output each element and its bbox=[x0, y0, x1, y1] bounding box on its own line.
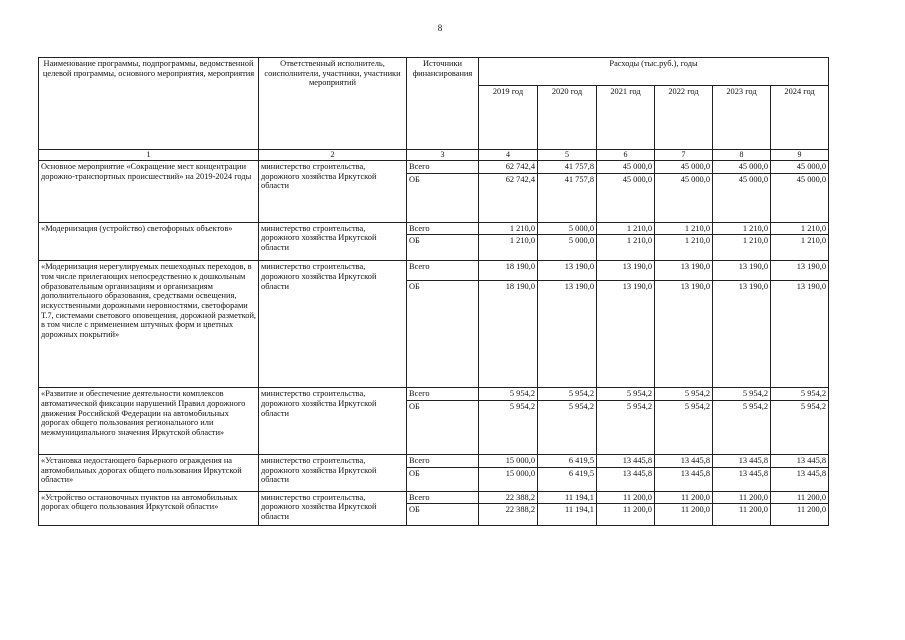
measure-name: «Модернизация нерегулируемых пешеходных переходов, в том числе прилегающих непосредственно к дошкольным образовательным организациям и организациям дополнительного образования, средствами освещения, искусственными дорожными неровностями, светофорами Т.7, системами светового оповещения, дорожной разметкой, в том числе с применением штучных форм и цветных дорожных покрытий» bbox=[39, 261, 259, 388]
amount-cell: 13 445,8 bbox=[713, 454, 771, 467]
table-row bbox=[39, 491, 829, 504]
amount-cell: 13 190,0 bbox=[771, 261, 829, 281]
executor: министерство строительства, дорожного хозяйства Иркутской области bbox=[259, 491, 407, 526]
measure-name: «Установка недостающего барьерного ограждения на автомобильных дорогах общего пользования Иркутской области» bbox=[39, 454, 259, 491]
amount-cell: 11 200,0 bbox=[655, 491, 713, 504]
amount-cell: 62 742,4 bbox=[479, 161, 538, 174]
amount-cell: 5 954,2 bbox=[771, 400, 829, 454]
amount-cell: 13 445,8 bbox=[771, 454, 829, 467]
amount-cell: 45 000,0 bbox=[771, 173, 829, 222]
amount-cell: 18 190,0 bbox=[479, 281, 538, 388]
amount-cell: 11 200,0 bbox=[713, 491, 771, 504]
funding-source: ОБ bbox=[407, 235, 479, 261]
header-source: Источники финансирования bbox=[407, 58, 479, 150]
page-number: 8 bbox=[437, 23, 443, 33]
table-row bbox=[39, 222, 829, 235]
amount-cell: 1 210,0 bbox=[655, 222, 713, 235]
amount-cell: 45 000,0 bbox=[597, 161, 655, 174]
amount-cell: 5 954,2 bbox=[479, 388, 538, 401]
header-executor: Ответственный исполнитель, соисполнители, участники, участники мероприятий bbox=[259, 58, 407, 150]
header-name: Наименование программы, подпрограммы, ведомственной целевой программы, основного мероприятия, мероприятия bbox=[39, 58, 259, 150]
amount-cell: 5 000,0 bbox=[538, 222, 597, 235]
column-number: 6 bbox=[597, 150, 655, 161]
column-number: 3 bbox=[407, 150, 479, 161]
table-row bbox=[39, 454, 829, 467]
amount-cell: 13 445,8 bbox=[655, 454, 713, 467]
amount-cell: 13 190,0 bbox=[771, 281, 829, 388]
funding-source: ОБ bbox=[407, 504, 479, 526]
amount-cell: 13 190,0 bbox=[538, 281, 597, 388]
amount-cell: 11 200,0 bbox=[597, 491, 655, 504]
amount-cell: 1 210,0 bbox=[713, 235, 771, 261]
amount-cell: 5 954,2 bbox=[713, 388, 771, 401]
amount-cell: 62 742,4 bbox=[479, 173, 538, 222]
amount-cell: 18 190,0 bbox=[479, 261, 538, 281]
amount-cell: 15 000,0 bbox=[479, 454, 538, 467]
column-number: 7 bbox=[655, 150, 713, 161]
funding-source: Всего bbox=[407, 454, 479, 467]
amount-cell: 45 000,0 bbox=[655, 161, 713, 174]
table-row bbox=[39, 261, 829, 281]
amount-cell: 11 200,0 bbox=[597, 504, 655, 526]
executor: министерство строительства, дорожного хозяйства Иркутской области bbox=[259, 222, 407, 261]
table-row bbox=[39, 388, 829, 401]
amount-cell: 13 190,0 bbox=[713, 281, 771, 388]
amount-cell: 5 954,2 bbox=[597, 388, 655, 401]
amount-cell: 45 000,0 bbox=[713, 161, 771, 174]
executor: министерство строительства, дорожного хозяйства Иркутской области bbox=[259, 261, 407, 388]
amount-cell: 22 388,2 bbox=[479, 491, 538, 504]
executor: министерство строительства, дорожного хозяйства Иркутской области bbox=[259, 161, 407, 223]
amount-cell: 5 954,2 bbox=[597, 400, 655, 454]
amount-cell: 5 954,2 bbox=[538, 400, 597, 454]
amount-cell: 1 210,0 bbox=[479, 222, 538, 235]
amount-cell: 13 190,0 bbox=[538, 261, 597, 281]
amount-cell: 1 210,0 bbox=[655, 235, 713, 261]
amount-cell: 1 210,0 bbox=[771, 235, 829, 261]
header-expenses: Расходы (тыс.руб.), годы bbox=[479, 58, 829, 86]
amount-cell: 13 445,8 bbox=[597, 454, 655, 467]
amount-cell: 5 954,2 bbox=[538, 388, 597, 401]
amount-cell: 13 190,0 bbox=[655, 281, 713, 388]
column-number: 4 bbox=[479, 150, 538, 161]
amount-cell: 5 954,2 bbox=[771, 388, 829, 401]
amount-cell: 1 210,0 bbox=[713, 222, 771, 235]
amount-cell: 11 200,0 bbox=[771, 504, 829, 526]
column-number: 2 bbox=[259, 150, 407, 161]
executor: министерство строительства, дорожного хозяйства Иркутской области bbox=[259, 454, 407, 491]
funding-source: ОБ bbox=[407, 467, 479, 491]
funding-source: Всего bbox=[407, 222, 479, 235]
amount-cell: 22 388,2 bbox=[479, 504, 538, 526]
amount-cell: 1 210,0 bbox=[597, 222, 655, 235]
funding-source: ОБ bbox=[407, 281, 479, 388]
measure-name: «Развитие и обеспечение деятельности комплексов автоматической фиксации нарушений Правил дорожного движения Российской Федерации на автомобильных дорогах общего пользования регионального или межмуниципального значения Иркутской области» bbox=[39, 388, 259, 455]
amount-cell: 13 445,8 bbox=[713, 467, 771, 491]
amount-cell: 1 210,0 bbox=[771, 222, 829, 235]
column-number: 9 bbox=[771, 150, 829, 161]
amount-cell: 11 200,0 bbox=[655, 504, 713, 526]
column-number: 1 bbox=[39, 150, 259, 161]
header-year: 2021 год bbox=[597, 86, 655, 150]
amount-cell: 13 445,8 bbox=[771, 467, 829, 491]
amount-cell: 45 000,0 bbox=[713, 173, 771, 222]
amount-cell: 11 194,1 bbox=[538, 504, 597, 526]
amount-cell: 1 210,0 bbox=[479, 235, 538, 261]
funding-source: Всего bbox=[407, 491, 479, 504]
executor: министерство строительства, дорожного хозяйства Иркутской области bbox=[259, 388, 407, 455]
funding-source: ОБ bbox=[407, 400, 479, 454]
amount-cell: 13 190,0 bbox=[597, 261, 655, 281]
amount-cell: 11 200,0 bbox=[713, 504, 771, 526]
amount-cell: 5 954,2 bbox=[655, 388, 713, 401]
expenses-table bbox=[38, 57, 829, 526]
header-year: 2023 год bbox=[713, 86, 771, 150]
amount-cell: 5 954,2 bbox=[655, 400, 713, 454]
amount-cell: 45 000,0 bbox=[597, 173, 655, 222]
header-year: 2022 год bbox=[655, 86, 713, 150]
funding-source: ОБ bbox=[407, 173, 479, 222]
amount-cell: 6 419,5 bbox=[538, 467, 597, 491]
amount-cell: 13 190,0 bbox=[713, 261, 771, 281]
funding-source: Всего bbox=[407, 261, 479, 281]
amount-cell: 6 419,5 bbox=[538, 454, 597, 467]
measure-name: Основное мероприятие «Сокращение мест концентрации дорожно-транспортных происшествий» на 2019-2024 годы bbox=[39, 161, 259, 223]
amount-cell: 5 954,2 bbox=[713, 400, 771, 454]
measure-name: «Устройство остановочных пунктов на автомобильных дорогах общего пользования Иркутской области» bbox=[39, 491, 259, 526]
amount-cell: 13 445,8 bbox=[655, 467, 713, 491]
funding-source: Всего bbox=[407, 388, 479, 401]
amount-cell: 41 757,8 bbox=[538, 173, 597, 222]
amount-cell: 13 190,0 bbox=[597, 281, 655, 388]
amount-cell: 13 190,0 bbox=[655, 261, 713, 281]
amount-cell: 45 000,0 bbox=[771, 161, 829, 174]
amount-cell: 13 445,8 bbox=[597, 467, 655, 491]
column-number: 8 bbox=[713, 150, 771, 161]
measure-name: «Модернизация (устройство) светофорных объектов» bbox=[39, 222, 259, 261]
amount-cell: 5 000,0 bbox=[538, 235, 597, 261]
amount-cell: 5 954,2 bbox=[479, 400, 538, 454]
header-year: 2020 год bbox=[538, 86, 597, 150]
amount-cell: 11 200,0 bbox=[771, 491, 829, 504]
funding-source: Всего bbox=[407, 161, 479, 174]
amount-cell: 41 757,8 bbox=[538, 161, 597, 174]
header-year: 2024 год bbox=[771, 86, 829, 150]
amount-cell: 11 194,1 bbox=[538, 491, 597, 504]
amount-cell: 45 000,0 bbox=[655, 173, 713, 222]
table-row bbox=[39, 161, 829, 174]
column-number: 5 bbox=[538, 150, 597, 161]
amount-cell: 15 000,0 bbox=[479, 467, 538, 491]
header-year: 2019 год bbox=[479, 86, 538, 150]
amount-cell: 1 210,0 bbox=[597, 235, 655, 261]
column-numbers-row bbox=[39, 150, 829, 161]
